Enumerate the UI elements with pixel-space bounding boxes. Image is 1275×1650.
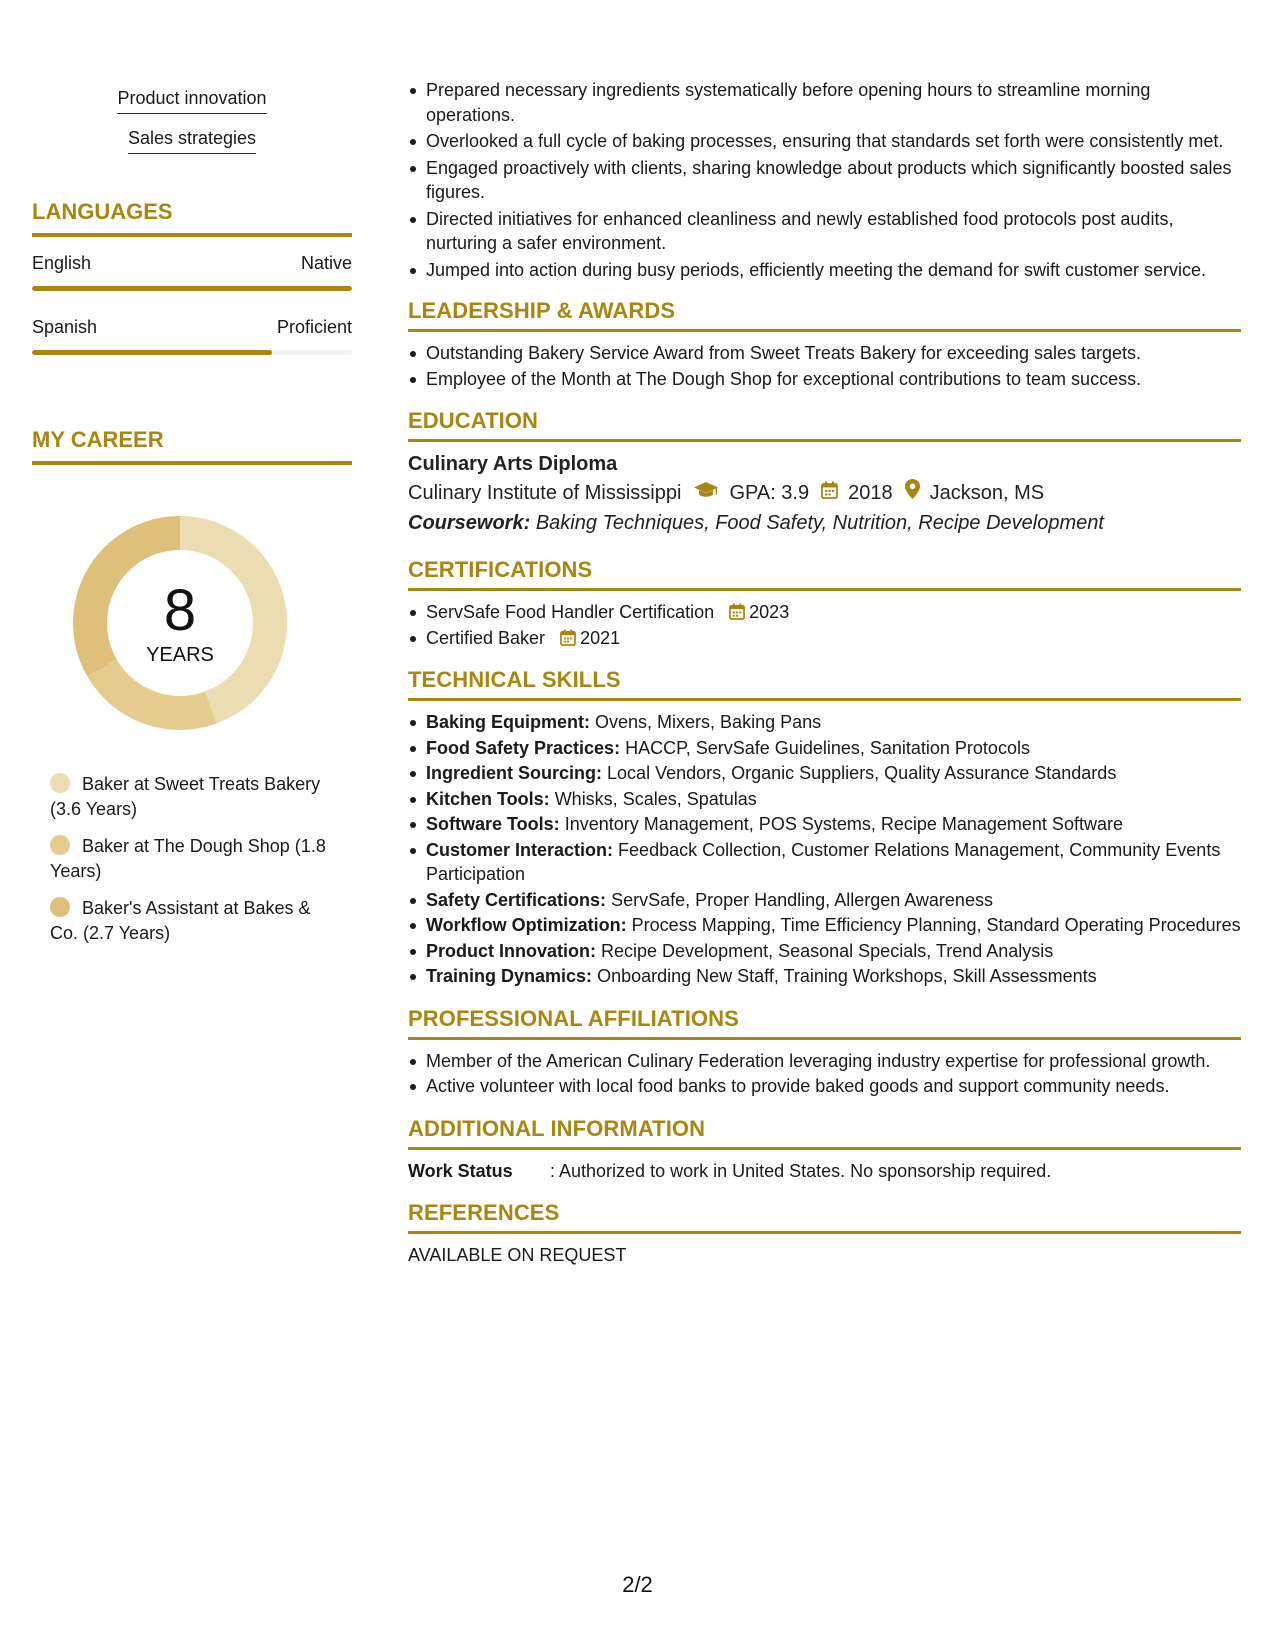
list-item <box>408 888 1241 913</box>
skill-value: Whisks, Scales, Spatulas <box>554 788 757 809</box>
skill-label: Product Innovation: <box>426 940 596 961</box>
skill-value: Inventory Management, POS Systems, Recipe Management Software <box>564 814 1123 834</box>
coursework-list: Baking Techniques, Food Safety, Nutrition, Recipe Development <box>535 512 1104 534</box>
skill-value: Onboarding New Staff, Training Workshops, Skill Assessments <box>597 966 1097 986</box>
list-item: Active volunteer with local food banks to provide baked goods and support community needs. <box>408 1074 1241 1099</box>
list-item <box>408 600 1241 625</box>
skill-label: Ingredient Sourcing: <box>426 763 603 783</box>
language-item <box>32 253 352 291</box>
page-number: 2/2 <box>622 1572 653 1597</box>
skill-label: Software Tools: <box>426 814 560 834</box>
technical-skills-list <box>408 710 1241 989</box>
left-column <box>32 78 352 958</box>
skill-tags <box>32 88 352 154</box>
skill-label: Safety Certifications: <box>426 889 607 910</box>
skill-value: HACCP, ServSafe Guidelines, Sanitation Protocols <box>625 737 1030 758</box>
skill-value: Feedback Collection, Customer Relations Management, Community Events Participation <box>426 839 1221 884</box>
certification-name: ServSafe Food Handler Certification <box>426 602 715 622</box>
list-item: Outstanding Bakery Service Award from Sweet Treats Bakery for exceeding sales targets. <box>408 341 1241 366</box>
list-item: Overlooked a full cycle of baking processes, ensuring that standards set forth were consistently met. <box>408 129 1241 154</box>
list-item <box>408 626 1241 651</box>
legend-label: Baker at Sweet Treats Bakery (3.6 Years) <box>50 774 321 819</box>
language-proficiency-fill <box>32 286 352 291</box>
language-proficiency-bar <box>32 286 352 291</box>
legend-label: Baker at The Dough Shop (1.8 Years) <box>50 836 326 881</box>
calendar-icon <box>821 477 838 509</box>
career-total-years: 8 <box>163 577 197 643</box>
calendar-icon <box>729 603 745 620</box>
graduation-cap-icon <box>693 477 719 509</box>
career-legend-item <box>50 772 330 822</box>
certifications-heading: CERTIFICATIONS <box>408 557 1241 591</box>
technical-skills-heading: TECHNICAL SKILLS <box>408 667 1241 701</box>
skill-value: Recipe Development, Seasonal Specials, Trend Analysis <box>601 940 1054 961</box>
graduation-year: 2018 <box>848 482 893 504</box>
school-location: Jackson, MS <box>929 482 1045 504</box>
career-legend-item <box>50 896 330 946</box>
work-status-label: Work Status <box>408 1160 513 1181</box>
career-total-unit: YEARS <box>146 643 214 666</box>
list-item: Engaged proactively with clients, sharing knowledge about products which significantly boosted sales figures. <box>408 156 1241 205</box>
references-text: AVAILABLE ON REQUEST <box>408 1244 627 1265</box>
leadership-section <box>408 298 1241 391</box>
skill-tag: Sales strategies <box>128 128 256 154</box>
technical-skills-section <box>408 667 1241 989</box>
work-status-value: : Authorized to work in United States. No sponsorship required. <box>550 1160 1052 1181</box>
skill-label: Training Dynamics: <box>426 966 593 986</box>
language-proficiency-fill <box>32 350 272 355</box>
language-level: Native <box>300 253 352 273</box>
career-donut-chart <box>67 510 293 736</box>
affiliations-heading: PROFESSIONAL AFFILIATIONS <box>408 1006 1241 1040</box>
career-section <box>32 427 352 946</box>
coursework <box>408 509 1241 537</box>
skill-value: ServSafe, Proper Handling, Allergen Awareness <box>611 889 993 910</box>
career-heading: MY CAREER <box>32 427 352 465</box>
list-item: Jumped into action during busy periods, efficiently meeting the demand for swift customer service. <box>408 258 1241 283</box>
list-item <box>408 838 1241 887</box>
skill-label: Baking Equipment: <box>426 712 591 732</box>
list-item <box>408 939 1241 964</box>
skill-label: Food Safety Practices: <box>426 737 621 758</box>
work-status-row <box>408 1159 1241 1183</box>
list-item <box>408 761 1241 786</box>
skill-value: Local Vendors, Organic Suppliers, Quality Assurance Standards <box>607 763 1117 783</box>
language-item <box>32 317 352 355</box>
language-name: English <box>32 253 92 273</box>
languages-section <box>32 199 352 355</box>
references-section <box>408 1200 1241 1267</box>
education-heading: EDUCATION <box>408 408 1241 442</box>
affiliations-section <box>408 1006 1241 1099</box>
language-level: Proficient <box>276 317 352 337</box>
career-legend <box>50 772 330 946</box>
list-item <box>408 964 1241 989</box>
education-section <box>408 408 1241 537</box>
legend-dot <box>50 897 70 917</box>
list-item: Employee of the Month at The Dough Shop for exceptional contributions to team success. <box>408 367 1241 392</box>
legend-label: Baker's Assistant at Bakes & Co. (2.7 Years) <box>50 898 311 943</box>
languages-heading: LANGUAGES <box>32 199 352 237</box>
list-item <box>408 710 1241 735</box>
list-item <box>408 812 1241 837</box>
legend-dot <box>50 773 70 793</box>
school-name: Culinary Institute of Mississippi <box>408 482 682 504</box>
list-item <box>408 736 1241 761</box>
career-legend-item <box>50 834 330 884</box>
location-pin-icon <box>905 477 920 509</box>
leadership-heading: LEADERSHIP & AWARDS <box>408 298 1241 332</box>
coursework-label: Coursework: <box>408 512 531 534</box>
skill-value: Process Mapping, Time Efficiency Planning, Standard Operating Procedures <box>631 915 1241 935</box>
skill-label: Kitchen Tools: <box>426 788 550 809</box>
additional-info-section <box>408 1116 1241 1183</box>
certifications-section <box>408 557 1241 650</box>
degree-title: Culinary Arts Diploma <box>408 453 618 475</box>
language-name: Spanish <box>32 317 98 337</box>
experience-bullets <box>408 78 1241 282</box>
gpa: GPA: 3.9 <box>729 482 810 504</box>
legend-dot <box>50 835 70 855</box>
certification-name: Certified Baker <box>426 627 546 648</box>
list-item: Prepared necessary ingredients systematically before opening hours to streamline morning operations. <box>408 78 1241 127</box>
list-item <box>408 913 1241 938</box>
list-item: Directed initiatives for enhanced cleanliness and newly established food protocols post audits, nurturing a safer environment. <box>408 207 1241 256</box>
list-item: Member of the American Culinary Federation leveraging industry expertise for professional growth. <box>408 1049 1241 1074</box>
education-details <box>408 477 1241 509</box>
certification-year: 2023 <box>749 602 790 622</box>
skill-label: Workflow Optimization: <box>426 915 627 935</box>
right-column <box>408 78 1241 1267</box>
certification-year: 2021 <box>580 627 621 648</box>
references-heading: REFERENCES <box>408 1200 1241 1234</box>
skill-label: Customer Interaction: <box>426 839 614 860</box>
calendar-icon <box>560 629 576 646</box>
additional-info-heading: ADDITIONAL INFORMATION <box>408 1116 1241 1150</box>
list-item <box>408 787 1241 812</box>
skill-value: Ovens, Mixers, Baking Pans <box>595 712 822 732</box>
language-proficiency-bar <box>32 350 352 355</box>
skill-tag: Product innovation <box>117 88 266 114</box>
